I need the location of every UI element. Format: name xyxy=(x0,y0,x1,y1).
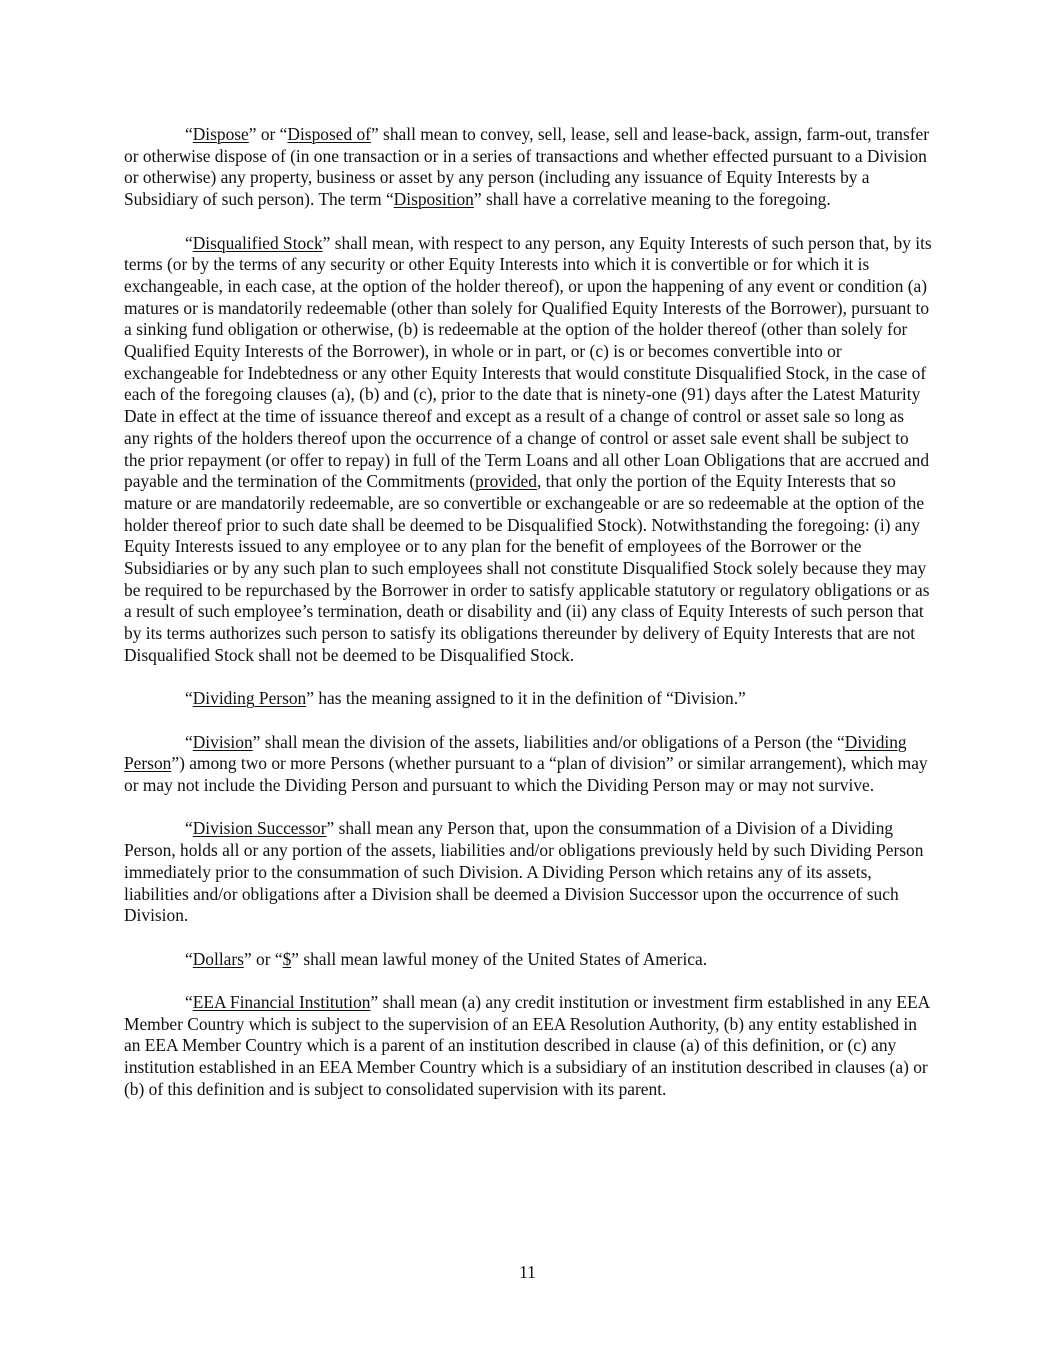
definition-eea-financial-institution xyxy=(124,992,932,1101)
definition-text: , that only the portion of the Equity Interests that so mature or are mandatorily redeemable, are so convertible or exchangeable or are so redeemable at the option of the holder thereof prior to such date shall be deemed to be Disqualified Stock). Notwithstanding the foregoing: (i) any Equity Interests issued to any employee or to any plan for the benefit of employees of the Borrower or the Subsidiaries or by any such plan to such employees shall not constitute Disqualified Stock solely because they may be required to be repurchased by the Borrower in order to satisfy applicable statutory or regulatory obligations or as a result of such employee’s termination, death or disability and (ii) any class of Equity Interests of such person that by its terms authorizes such person to satisfy its obligations thereunder by delivery of Equity Interests that are not Disqualified Stock shall not be deemed to be Disqualified Stock. xyxy=(124,471,930,665)
defined-term: Disposed of xyxy=(287,124,371,144)
definition-division xyxy=(124,732,932,797)
defined-term: Dispose xyxy=(192,124,249,144)
definition-text: “ xyxy=(185,818,193,839)
definition-dividing-person xyxy=(124,688,932,710)
document-page xyxy=(124,124,932,1122)
defined-term: Division Successor xyxy=(192,818,327,839)
definition-dollars xyxy=(124,949,932,971)
defined-term: $ xyxy=(282,948,292,969)
defined-term: Division xyxy=(192,731,253,752)
definition-text: “ xyxy=(185,731,193,752)
defined-term: Dollars xyxy=(192,948,244,969)
defined-term: Dividing Person xyxy=(124,731,907,774)
definition-text: ” shall mean (a) any credit institution or investment firm established in any EEA Member Country which is subject to the supervision of an EEA Resolution Authority, (b) any entity established in an EEA Member Country which is a parent of an institution described in clause (a) of this definition, or (c) any institution established in an EEA Member Country which is a subsidiary of an institution described in clauses (a) or (b) of this definition and is subject to consolidated supervision with its parent. xyxy=(124,992,930,1099)
definition-text: ” has the meaning assigned to it in the definition of “Division.” xyxy=(306,688,746,709)
definition-text: “ xyxy=(185,232,193,253)
definition-text: “ xyxy=(185,124,193,144)
definition-text: ” shall mean the division of the assets, liabilities and/or obligations of a Person (the “ xyxy=(252,731,845,752)
defined-term: Disposition xyxy=(393,189,474,210)
definition-text: ” or “ xyxy=(248,124,288,144)
defined-term: EEA Financial Institution xyxy=(192,992,371,1013)
definition-text: ” shall mean any Person that, upon the consummation of a Division of a Dividing Person, holds all or any portion of the assets, liabilities and/or obligations previously held by such Dividing Person immediately prior to the consummation of such Division. A Dividing Person which retains any of its assets, liabilities and/or obligations after a Division shall be deemed a Division Successor upon the occurrence of such Division. xyxy=(124,818,924,926)
definition-disqualified-stock xyxy=(124,233,932,667)
definition-text: ” shall mean lawful money of the United States of America. xyxy=(291,948,708,969)
defined-term: Disqualified Stock xyxy=(192,232,323,253)
defined-term: Dividing Person xyxy=(192,688,307,709)
definition-text: “ xyxy=(185,948,193,969)
definition-text: “ xyxy=(185,992,193,1013)
definition-dispose xyxy=(124,124,932,211)
definition-text: ” shall mean, with respect to any person, any Equity Interests of such person that, by its terms (or by the terms of any security or other Equity Interests into which it is convertible or for which it is exchangeable, in each case, at the option of the holder thereof), or upon the happening of any event or condition (a) matures or is mandatorily redeemable (other than solely for Qualified Equity Interests of the Borrower), pursuant to a sinking fund obligation or otherwise, (b) is redeemable at the option of the holder thereof (other than solely for Qualified Equity Interests of the Borrower), in whole or in part, or (c) is or becomes convertible into or exchangeable for Indebtedness or any other Equity Interests that would constitute Disqualified Stock, in the case of each of the foregoing clauses (a), (b) and (c), prior to the date that is ninety-one (91) days after the Latest Maturity Date in effect at the time of issuance thereof and except as a result of a change of control or asset sale so long as any rights of the holders thereof upon the occurrence of a change of control or asset sale event shall be subject to the prior repayment (or offer to repay) in full of the Term Loans and all other Loan Obligations that are accrued and payable and the termination of the Commitments ( xyxy=(124,232,932,492)
definition-text: “ xyxy=(185,688,193,709)
definition-text: ” or “ xyxy=(243,948,283,969)
definition-text: ”) among two or more Persons (whether pursuant to a “plan of division” or similar arrangement), which may or may not include the Dividing Person and pursuant to which the Dividing Person may or may not survive. xyxy=(124,753,928,796)
page-number: 11 xyxy=(519,1262,536,1282)
definition-text: ” shall have a correlative meaning to the foregoing. xyxy=(473,189,831,210)
definition-division-successor xyxy=(124,818,932,927)
defined-term: provided xyxy=(475,471,537,492)
definition-text: ” shall mean to convey, sell, lease, sell and lease-back, assign, farm-out, transfer or otherwise dispose of (in one transaction or in a series of transactions and whether effected pursuant to a Division or otherwise) any property, business or asset by any person (including any issuance of Equity Interests by a Subsidiary of such person). The term “ xyxy=(124,124,930,210)
